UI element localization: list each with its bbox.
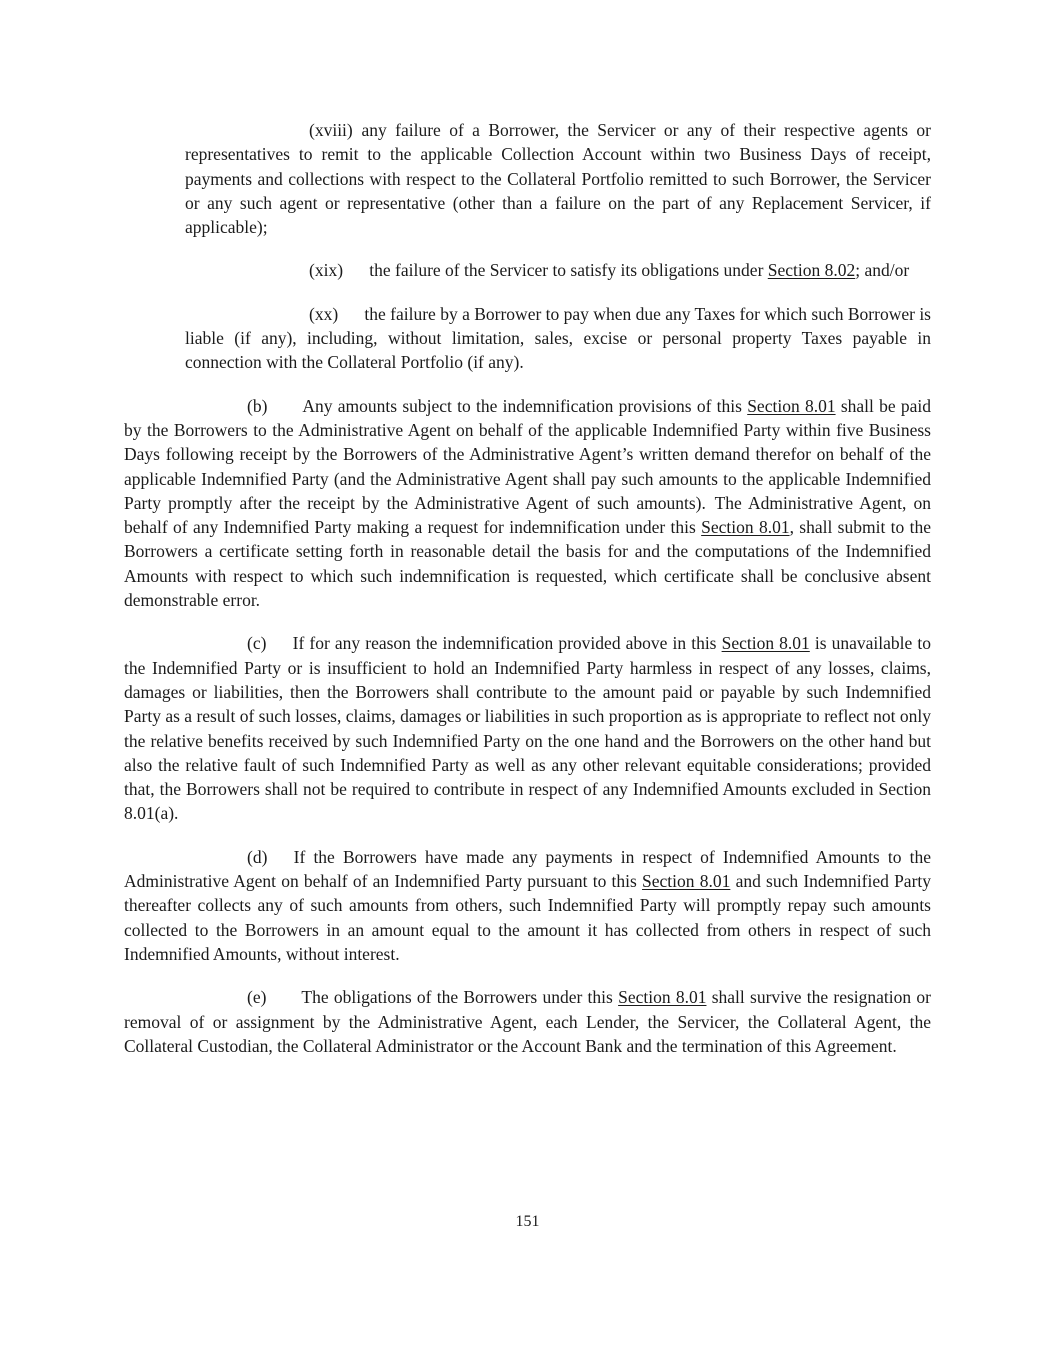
section-reference: Section 8.02 — [767, 260, 856, 281]
text-run: (e) The obligations of the Borrowers under this — [247, 987, 619, 1008]
text-run: (xix) the failure of the Servicer to satisfy its obligations under — [309, 260, 768, 281]
text-run: , shall submit to the Borrowers a certificate setting forth in reasonable detail the basis for and the computations of the Indemnified Amounts with respect to which such indemnification is requested, which certificate shall be conclusive absent demonstrable error. — [124, 517, 936, 611]
text-run: and such Indemnified Party thereafter collects any of such amounts from others, such Indemnified Party will promptly repay such amounts collected to the Borrowers in an amount equal to the amount it has collected from others in respect of such Indemnified Amounts, without interest. — [124, 871, 936, 964]
section-reference: Section 8.01 — [618, 987, 707, 1008]
page-number: 151 — [515, 1213, 540, 1230]
text-run: shall be paid by the Borrowers to the Administrative Agent on behalf of the applicable Indemnified Party within five Business Days following receipt by the Borrowers of the Administrative Agent’s written demand therefor on behalf of the applicable Indemnified Party (and the Administrative Agent shall pay such amounts to the applicable Indemnified Party promptly after the receipt by the Administrative Agent of such amounts). The Administrative Agent, on behalf of any Indemnified Party making a request for indemnification under this — [124, 395, 936, 538]
clause-xviii — [185, 118, 936, 239]
section-reference: Section 8.01 — [747, 395, 836, 416]
paragraph-d — [124, 845, 936, 966]
text-run: (xviii) any failure of a Borrower, the Servicer or any of their respective agents or representatives to remit to the applicable Collection Account within two Business Days of receipt, payments and collections with respect to the Collateral Portfolio remitted to such Borrower, the Servicer or any such agent or representative (other than a failure on the part of any Replacement Servicer, if applicable); — [185, 120, 936, 238]
text-run: (c) If for any reason the indemnification provided above in this — [247, 633, 722, 654]
text-run: shall survive the resignation or removal of or assignment by the Administrative Agent, each Lender, the Servicer, the Collateral Agent, the Collateral Custodian, the Collateral Administrator or the Account Bank and the termination of this Agreement. — [124, 987, 936, 1056]
text-run: ; and/or — [855, 260, 910, 281]
text-run: (xx) the failure by a Borrower to pay when due any Taxes for which such Borrower is liable (if any), including, without limitation, sales, excise or personal property Taxes payable in connection with the Collateral Portfolio (if any). — [185, 303, 936, 373]
section-reference: Section 8.01 — [701, 517, 790, 538]
section-reference: Section 8.01 — [642, 871, 731, 892]
paragraph-c — [124, 631, 936, 825]
text-run: (b) Any amounts subject to the indemnification provisions of this — [247, 395, 748, 416]
paragraph-e — [124, 985, 936, 1058]
text-run: is unavailable to the Indemnified Party or is insufficient to hold an Indemnified Party harmless in respect of any losses, claims, damages or liabilities, then the Borrowers shall contribute to the amount paid or payable by such Indemnified Party as a result of such losses, claims, damages or liabilities in such proportion as is appropriate to reflect not only the relative benefits received by such Indemnified Party on the one hand and the Borrowers on the other hand but also the relative fault of such Indemnified Party as well as any other relevant equitable considerations; provided that, the Borrowers shall not be required to contribute in respect of any Indemnified Amounts excluded in Section 8.01(a). — [124, 633, 936, 824]
paragraph-b — [124, 394, 936, 613]
clause-xix — [185, 258, 931, 282]
document-body — [124, 118, 936, 1077]
clause-xx — [185, 302, 936, 375]
text-run: (d) If the Borrowers have made any payments in respect of Indemnified Amounts to the Administrative Agent on behalf of an Indemnified Party pursuant to this — [124, 846, 935, 892]
section-reference: Section 8.01 — [721, 633, 810, 654]
